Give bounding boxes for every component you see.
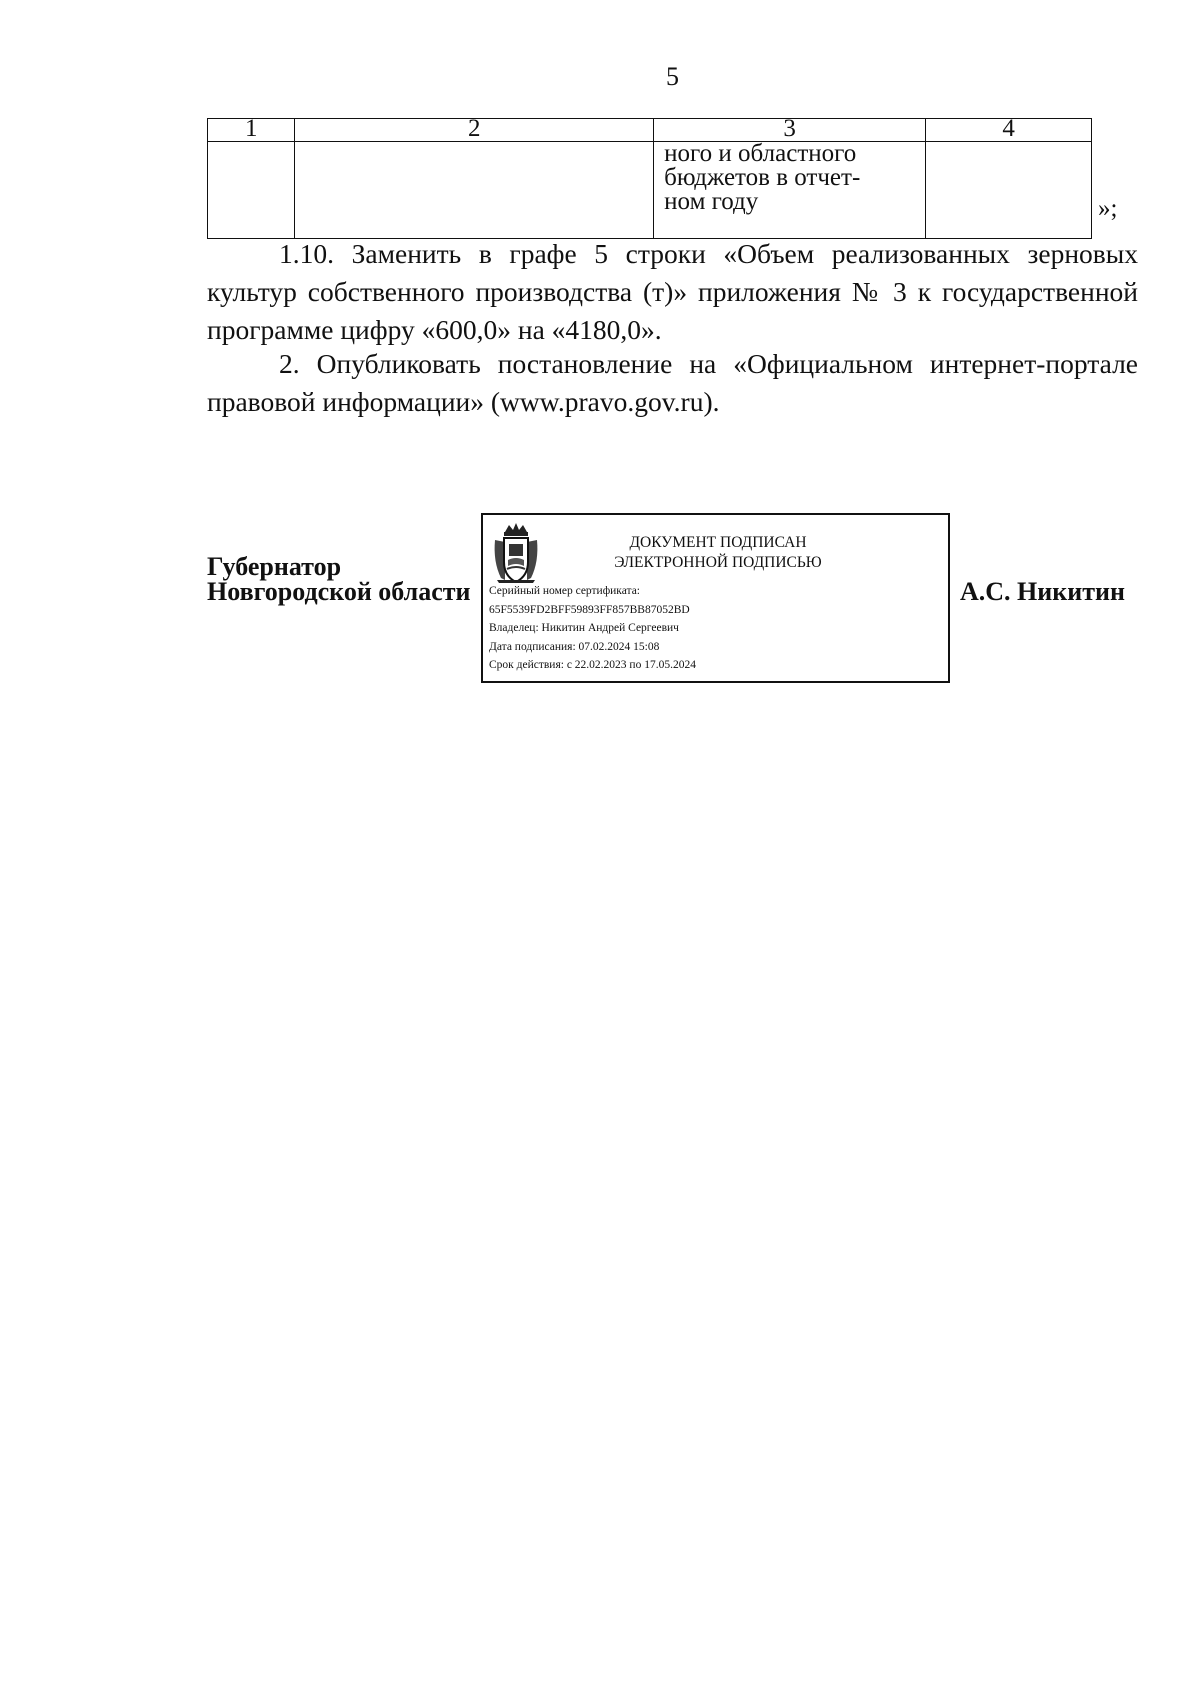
stamp-header-line-2: ЭЛЕКТРОННОЙ ПОДПИСЬЮ (614, 554, 822, 571)
table-cell-text-line: ного и областного (664, 140, 857, 167)
paragraph-line: программе цифру «600,0» на «4180,0». (207, 314, 662, 345)
paragraph-line: правовой информации» (www.pravo.gov.ru). (207, 386, 720, 417)
table-cell-text-line: ном году (664, 188, 759, 215)
stamp-signed-date: Дата подписания: 07.02.2024 15:08 (489, 640, 660, 653)
table-cell-col-1 (208, 142, 295, 239)
paragraph-line: 1.10. Заменить в графе 5 строки «Объем реализованных зерновых (279, 238, 1138, 269)
table-header-col-3: 3 (654, 119, 926, 142)
signer-title-line-2: Новгородской области (207, 577, 471, 606)
table-cell-col-2 (295, 142, 654, 239)
paragraph-2 (207, 345, 1138, 421)
table-cell-text-line: бюджетов в отчет- (664, 164, 861, 191)
table-header-col-4: 4 (926, 119, 1092, 142)
coat-of-arms-icon (491, 522, 541, 584)
paragraph-1-10 (207, 235, 1138, 349)
table-header-row (208, 119, 1092, 142)
paragraph-line: 2. Опубликовать постановление на «Официальном интернет-портале (279, 348, 1138, 379)
signer-name: А.С. Никитин (960, 577, 1125, 606)
table-cell-col-4 (926, 142, 1092, 239)
table-closing-quote: »; (1098, 195, 1118, 222)
table-header-col-1: 1 (208, 119, 295, 142)
signer-title (207, 554, 471, 604)
stamp-owner: Владелец: Никитин Андрей Сергеевич (489, 622, 679, 634)
page-number: 5 (666, 62, 679, 91)
stamp-validity: Срок действия: с 22.02.2023 по 17.05.2024 (489, 659, 696, 671)
table-header-col-2: 2 (295, 119, 654, 142)
stamp-header-line-1: ДОКУМЕНТ ПОДПИСАН (629, 534, 807, 551)
signer-title-line-1: Губернатор (207, 552, 342, 581)
paragraph-line: культур собственного производства (т)» приложения № 3 к государственной (207, 276, 1138, 307)
stamp-cert-label: Серийный номер сертификата: (489, 585, 640, 597)
table-row (208, 142, 1092, 239)
electronic-signature-stamp (481, 513, 950, 683)
stamp-details (489, 582, 696, 675)
continuation-table (207, 115, 1092, 239)
stamp-cert-number: 65F5539FD2BFF59893FF857BB87052BD (489, 603, 690, 616)
stamp-header (553, 533, 883, 573)
table-cell-col-3 (654, 142, 926, 239)
